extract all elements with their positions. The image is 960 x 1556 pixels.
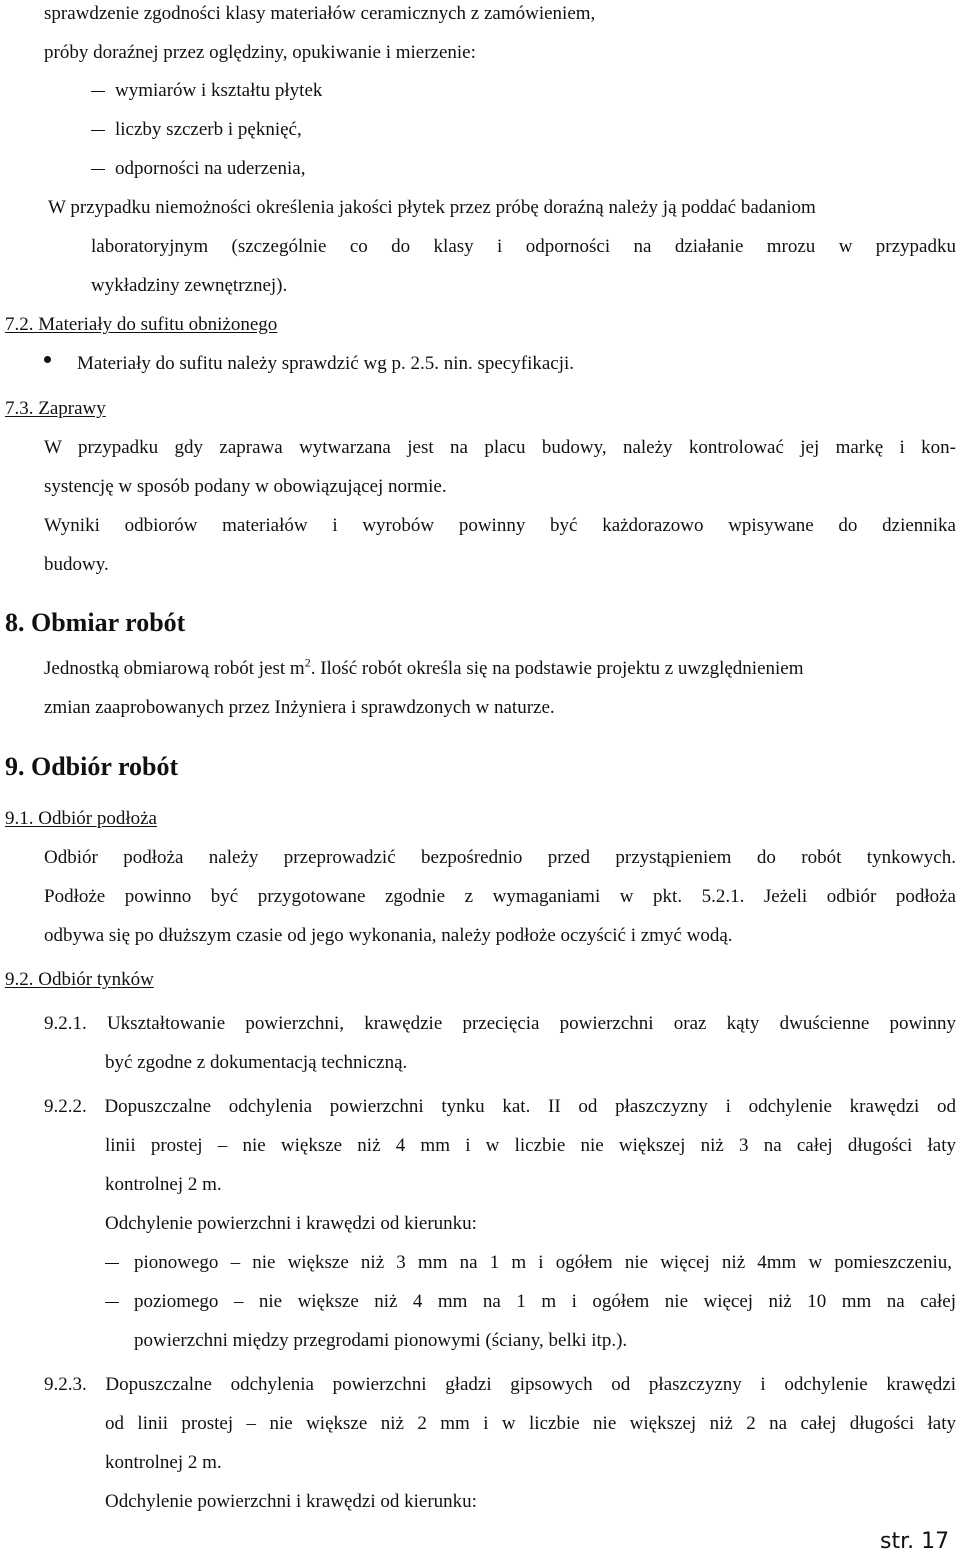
section-heading-9-2: 9.2. Odbiór tynków (5, 969, 154, 990)
dash-marker (105, 1263, 119, 1264)
paragraph-line: 9.2.3. Dopuszczalne odchylenia powierzchni gładzi gipsowych od płaszczyzny i odchylenie krawędzi (44, 1374, 956, 1395)
paragraph-line: budowy. (44, 554, 109, 575)
list-item: pionowego – nie większe niż 3 mm na 1 m i ogółem nie więcej niż 4mm w pomieszczeniu, (134, 1252, 952, 1273)
dash-marker (91, 169, 105, 170)
paragraph-line: Podłoże powinno być przygotowane zgodnie z wymaganiami w pkt. 5.2.1. Jeżeli odbiór podłoża (44, 886, 956, 907)
list-item: odporności na uderzenia, (115, 158, 306, 179)
list-item: liczby szczerb i pęknięć, (115, 119, 302, 140)
list-item: powierzchni między przegrodami pionowymi (ściany, belki itp.). (134, 1330, 628, 1351)
paragraph-line: wykładziny zewnętrznej). (91, 275, 288, 296)
paragraph-line: W przypadku niemożności określenia jakości płytek przez próbę doraźną należy ją poddać badaniom (48, 197, 816, 218)
section-heading-8: 8. Obmiar robót (5, 608, 186, 637)
paragraph-line: 9.2.1. Ukształtowanie powierzchni, krawędzie przecięcia powierzchni oraz kąty dwuścienne powinny (44, 1013, 956, 1034)
paragraph-line: systencję w sposób podany w obowiązującej normie. (44, 476, 447, 497)
paragraph-line: 9.2.2. Dopuszczalne odchylenia powierzchni tynku kat. II od płaszczyzny i odchylenie krawędzi od (44, 1096, 956, 1117)
list-item: poziomego – nie większe niż 4 mm na 1 m i ogółem nie więcej niż 10 mm na całej (134, 1291, 956, 1312)
paragraph-line: odbywa się po dłuższym czasie od jego wykonania, należy podłoże oczyścić i zmyć wodą. (44, 925, 733, 946)
paragraph-line: kontrolnej 2 m. (105, 1174, 222, 1195)
paragraph-line (44, 657, 956, 681)
section-heading-7-3: 7.3. Zaprawy (5, 398, 106, 419)
bullet-marker (44, 356, 51, 363)
dash-marker (91, 91, 105, 92)
paragraph-line: laboratoryjnym (szczególnie co do klasy i odporności na działanie mrozu w przypadku (91, 236, 956, 257)
page-number: str. 17 (880, 1529, 950, 1554)
paragraph-line: od linii prostej – nie większe niż 2 mm i w liczbie nie większej niż 2 na całej długości łaty (105, 1413, 956, 1434)
paragraph-line: Wyniki odbiorów materiałów i wyrobów powinny być każdorazowo wpisywane do dziennika (44, 515, 956, 536)
paragraph-line: linii prostej – nie większe niż 4 mm i w liczbie nie większej niż 3 na całej długości łaty (105, 1135, 956, 1156)
paragraph-line: kontrolnej 2 m. (105, 1452, 222, 1473)
text-line: próby doraźnej przez oględziny, opukiwanie i mierzenie: (44, 42, 476, 63)
list-item: wymiarów i kształtu płytek (115, 80, 323, 101)
section-heading-7-2: 7.2. Materiały do sufitu obniżonego (5, 314, 278, 335)
paragraph-line: zmian zaaprobowanych przez Inżyniera i sprawdzonych w naturze. (44, 697, 555, 718)
paragraph-line: Odchylenie powierzchni i krawędzi od kierunku: (105, 1491, 477, 1512)
paragraph-line: W przypadku gdy zaprawa wytwarzana jest na placu budowy, należy kontrolować jej markę i kon- (44, 437, 956, 458)
dash-marker (91, 130, 105, 131)
text-line: sprawdzenie zgodności klasy materiałów ceramicznych z zamówieniem, (44, 3, 596, 24)
list-item: Materiały do sufitu należy sprawdzić wg p. 2.5. nin. specyfikacji. (77, 353, 575, 374)
dash-marker (105, 1302, 119, 1303)
superscript: 2 (304, 655, 311, 670)
section-heading-9: 9. Odbiór robót (5, 752, 179, 781)
paragraph-text: Jednostką obmiarową robót jest $m^2$. Ilość robót określa się na podstawie projektu z uwzględnieniem (44, 655, 804, 679)
paragraph-line: być zgodne z dokumentacją techniczną. (105, 1052, 408, 1073)
section-heading-9-1: 9.1. Odbiór podłoża (5, 808, 157, 829)
paragraph-line: Odbiór podłoża należy przeprowadzić bezpośrednio przed przystąpieniem do robót tynkowych. (44, 847, 956, 868)
paragraph-line: Odchylenie powierzchni i krawędzi od kierunku: (105, 1213, 477, 1234)
